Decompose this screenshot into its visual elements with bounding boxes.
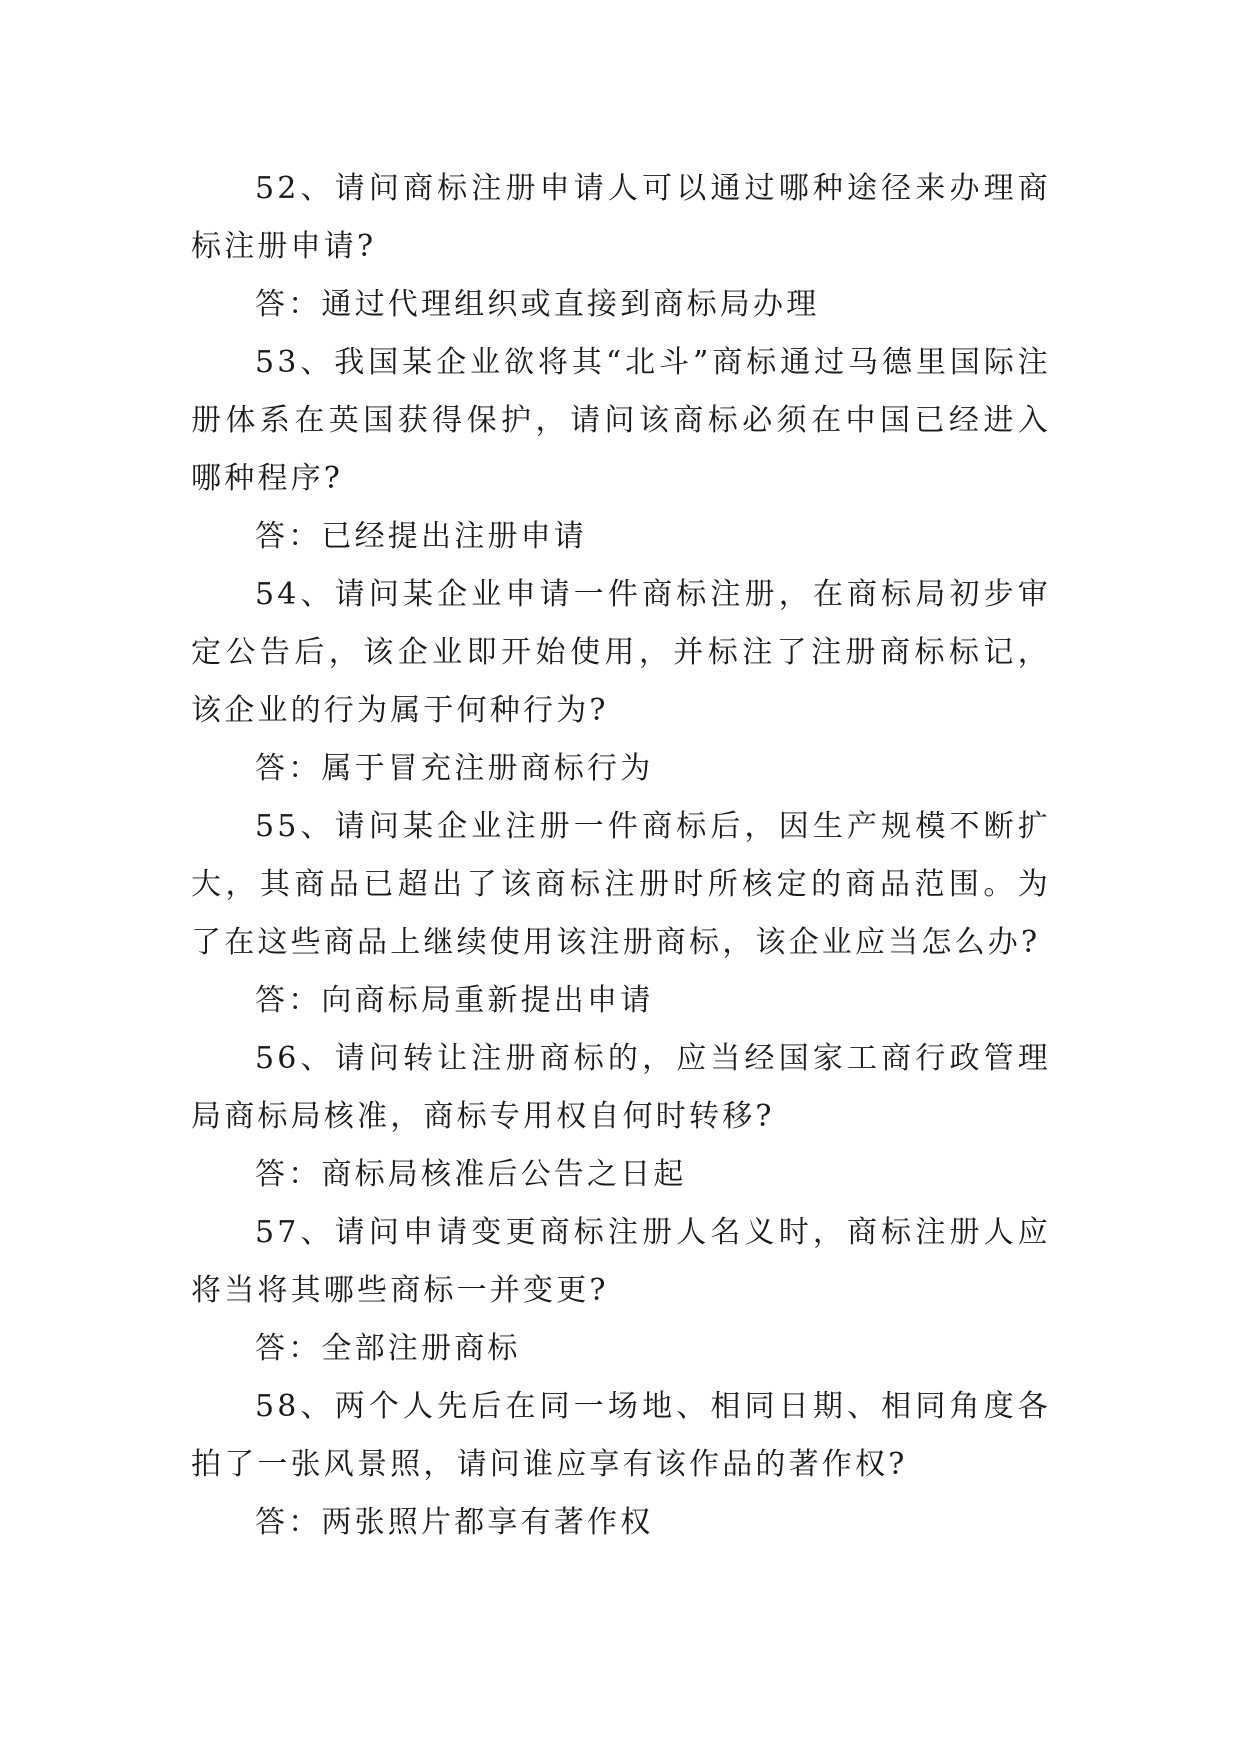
- question-52: 52、请问商标注册申请人可以通过哪种途径来办理商标注册申请?: [191, 171, 1051, 264]
- question-58: 58、两个人先后在同一场地、相同日期、相同角度各拍了一张风景照，请问谁应享有该作品的著作权?: [191, 1389, 1051, 1482]
- question-54: 54、请问某企业申请一件商标注册，在商标局初步审定公告后，该企业即开始使用，并标注了注册商标标记，该企业的行为属于何种行为?: [191, 577, 1051, 728]
- qa-list: [191, 160, 1051, 1552]
- question-57: 57、请问申请变更商标注册人名义时，商标注册人应将当将其哪些商标一并变更?: [191, 1215, 1051, 1308]
- answer-52: 答：通过代理组织或直接到商标局办理: [255, 287, 820, 322]
- question-55: 55、请问某企业注册一件商标后，因生产规模不断扩大，其商品已超出了该商标注册时所核定的商品范围。为了在这些商品上继续使用该注册商标，该企业应当怎么办?: [191, 809, 1051, 960]
- answer-53: 答：已经提出注册申请: [255, 519, 587, 554]
- answer-58: 答：两张照片都享有著作权: [255, 1505, 654, 1540]
- question-53: 53、我国某企业欲将其“北斗”商标通过马德里国际注册体系在英国获得保护，请问该商标必须在中国已经进入哪种程序?: [191, 345, 1051, 496]
- question-56: 56、请问转让注册商标的，应当经国家工商行政管理局商标局核准，商标专用权自何时转移?: [191, 1041, 1051, 1134]
- answer-55: 答：向商标局重新提出申请: [255, 983, 654, 1018]
- answer-56: 答：商标局核准后公告之日起: [255, 1157, 687, 1192]
- answer-57: 答：全部注册商标: [255, 1331, 521, 1366]
- answer-54: 答：属于冒充注册商标行为: [255, 751, 654, 786]
